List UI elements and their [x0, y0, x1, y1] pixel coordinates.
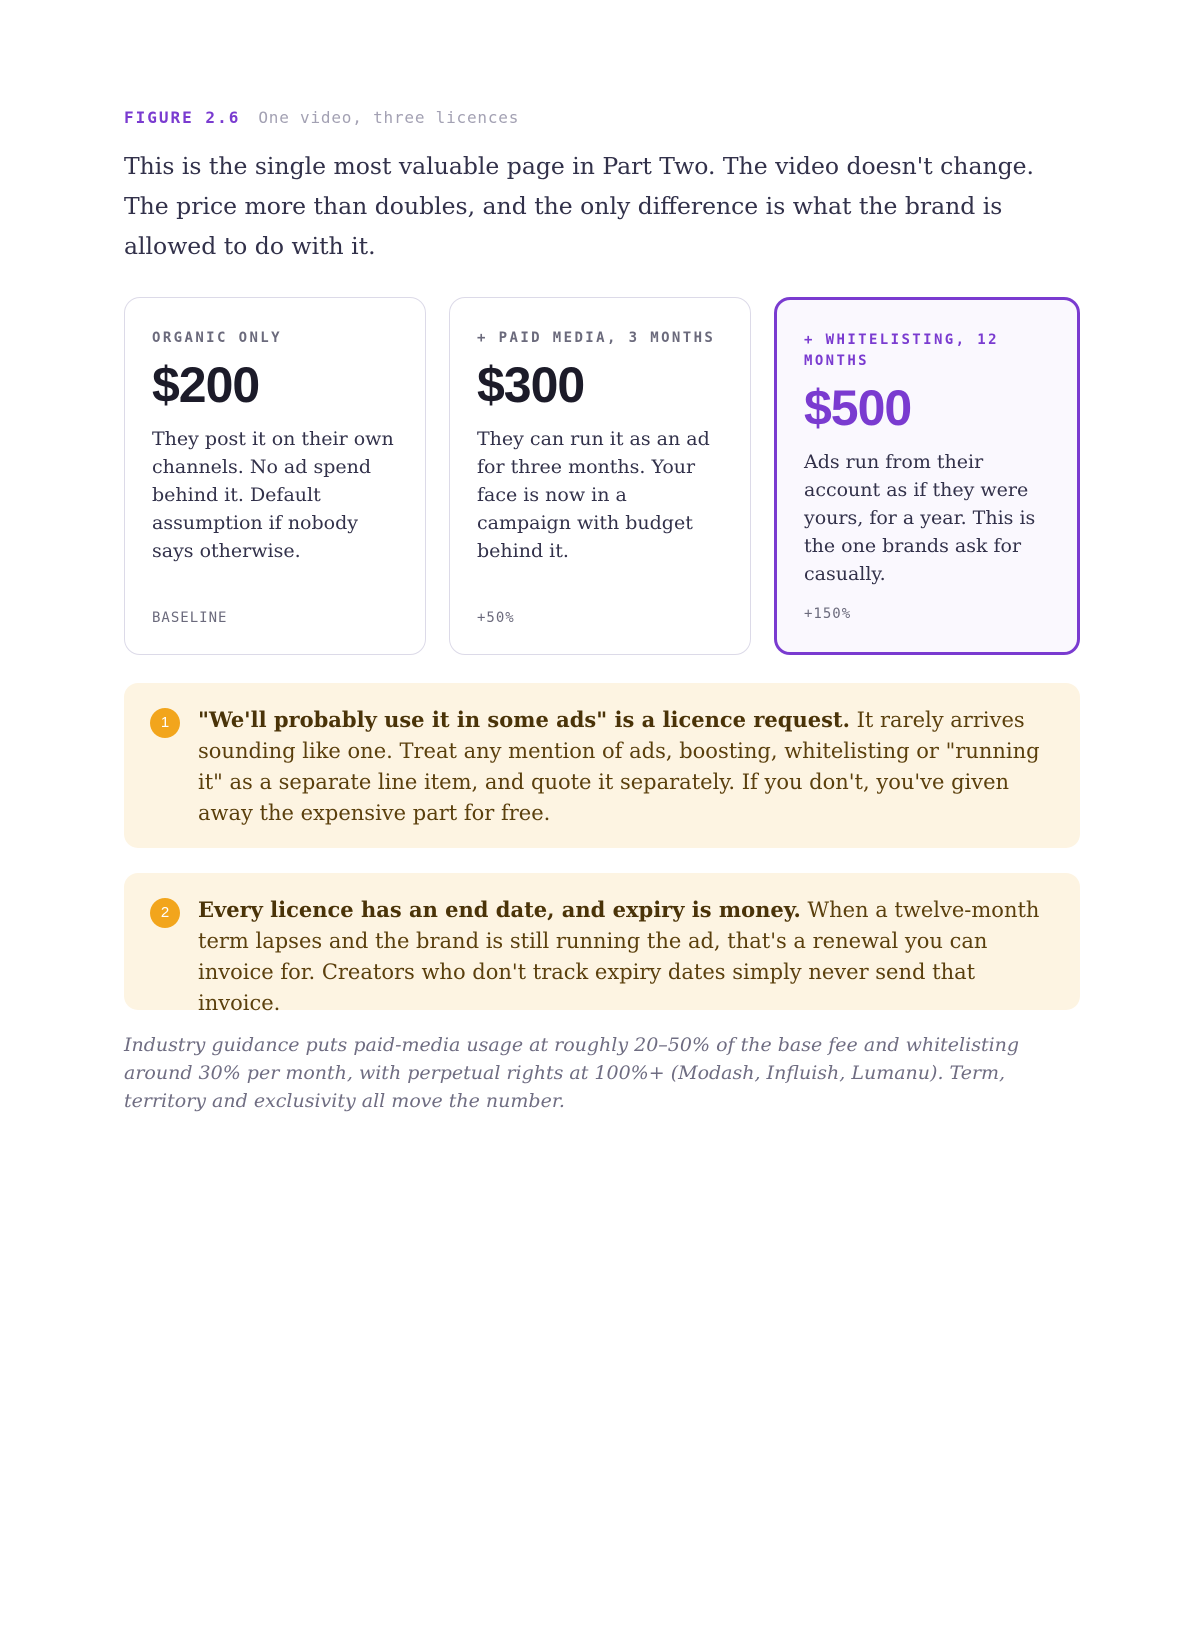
card-price: $500 [804, 380, 912, 436]
licence-card-organic [124, 297, 426, 655]
card-tag: BASELINE [152, 610, 228, 626]
card-price: $200 [152, 357, 260, 413]
figure-header [124, 108, 519, 127]
callout-number-badge: 1 [150, 708, 180, 738]
source-footnote: Industry guidance puts paid-media usage at roughly 20–50% of the base fee and whitelisting around 30% per month, with perpetual rights at 100%+ (Modash, Influish, Lumanu). Term, territory and exclusivity all move the number. [124, 1034, 1020, 1112]
card-tag: +150% [804, 606, 852, 622]
figure-caption: One video, three licences [258, 108, 520, 127]
card-tier: + WHITELISTING, 12 MONTHS [804, 332, 999, 369]
card-description: Ads run from their account as if they were yours, for a year. This is the one brands ask for casually. [804, 451, 1036, 585]
callout-expiry [124, 873, 1080, 1015]
card-description: They can run it as an ad for three months. Your face is now in a campaign with budget behind it. [477, 428, 710, 562]
intro-paragraph: This is the single most valuable page in Part Two. The video doesn't change. The price more than doubles, and the only difference is what the brand is allowed to do with it. [124, 152, 1035, 260]
callout-body: When a twelve-month term lapses and the brand is still running the ad, that's a renewal you can invoice for. Creators who don't track expiry dates simply never send that invoice. [198, 898, 1040, 1015]
figure-label: FIGURE 2.6 [124, 108, 241, 127]
card-tag: +50% [477, 610, 515, 626]
card-tier: + PAID MEDIA, 3 MONTHS [477, 330, 716, 346]
callout-heading: "We'll probably use it in some ads" is a licence request. [198, 707, 850, 732]
licence-card-whitelisting [774, 297, 1080, 655]
callout-number-badge: 2 [150, 898, 180, 928]
card-price: $300 [477, 357, 585, 413]
licence-card-paid-media [449, 297, 751, 655]
licence-cards [124, 297, 1080, 657]
card-description: They post it on their own channels. No ad spend behind it. Default assumption if nobody says otherwise. [152, 428, 394, 562]
card-tier: ORGANIC ONLY [152, 330, 282, 346]
callout-licence-request [124, 683, 1080, 848]
callout-body: It rarely arrives sounding like one. Treat any mention of ads, boosting, whitelisting or "running it" as a separate line item, and quote it separately. If you don't, you've given away the expensive part for free. [198, 708, 1040, 825]
callout-heading: Every licence has an end date, and expiry is money. [198, 897, 801, 922]
